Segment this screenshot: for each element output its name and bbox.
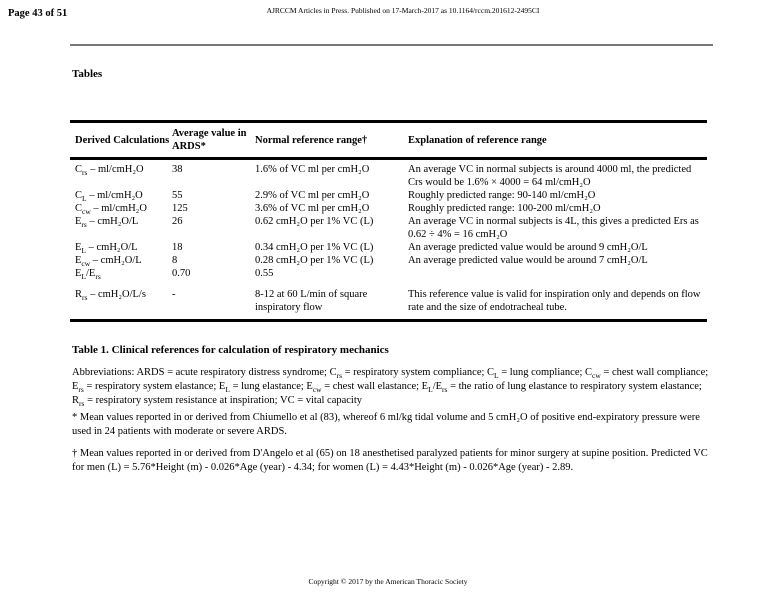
explanation-cell <box>408 267 707 280</box>
ards-value-cell: 125 <box>172 203 188 214</box>
table-caption: Table 1. Clinical references for calculation of respiratory mechanics <box>72 344 389 356</box>
ards-value-cell: 38 <box>172 164 183 175</box>
table-row <box>70 163 707 189</box>
reference-table <box>70 120 707 322</box>
row-label-cell: $C_{rs} - ml/cmH_2O$ <box>75 164 144 178</box>
ards-value-cell: 8 <box>172 255 178 266</box>
table-row <box>70 189 707 202</box>
reference-range-cell: 0.34 cmH₂O per 1% VC (L) <box>255 242 374 253</box>
ards-value-cell: 55 <box>172 190 183 201</box>
reference-range-cell: 0.55 <box>255 268 274 279</box>
reference-range-cell: 0.62 cmH₂O per 1% VC (L) <box>255 216 374 227</box>
row-label-cell: $C_{cw} - ml/cmH_2O$ <box>75 203 147 217</box>
table-row <box>70 288 707 314</box>
column-header-average-value-ards: Average value in ARDS* <box>172 128 247 152</box>
explanation-cell: This reference value is valid for inspiration only and depends on flow rate and the size of endotracheal tube. <box>408 289 701 313</box>
section-title: Tables <box>72 68 103 80</box>
footnote-dagger: † Mean values reported in or derived from D'Angelo et al (65) on 18 anesthetised paralyzed patients for minor surgery at supine position. Predicted VC for men (L) = 5.76*Height (m) - 0.026*Age (year) - 4.34; for women (L) = 4.43*Height (m) - 0.026*Age (year) - 2.89. <box>72 448 708 473</box>
row-label-cell: $E_L - cmH_2O/L$ <box>75 242 138 256</box>
ards-value-cell: - <box>172 289 176 300</box>
header-divider <box>70 44 713 46</box>
page-number: Page 43 of 51 <box>8 8 68 19</box>
reference-range-cell: 2.9% of VC ml per cmH₂O <box>255 190 370 201</box>
table-row <box>70 254 707 267</box>
ards-value-cell: 26 <box>172 216 183 227</box>
column-header-normal-reference-range: Normal reference range† <box>255 134 368 146</box>
explanation-cell: Roughly predicted range: 90-140 ml/cmH₂O <box>408 190 596 201</box>
ards-value-cell: 18 <box>172 242 183 253</box>
ards-value-cell: 0.70 <box>172 268 191 279</box>
row-label-cell: $E_{cw} - cmH_2O/L$ <box>75 255 142 269</box>
table-row <box>70 267 707 280</box>
journal-header: AJRCCM Articles in Press. Published on 17-March-2017 as 10.1164/rccm.201612-2495CI <box>266 6 540 15</box>
reference-range-cell: 1.6% of VC ml per cmH₂O <box>255 164 370 175</box>
abbreviations-paragraph: Abbreviations: ARDS = acute respiratory distress syndrome; $C_{rs}$ = respiratory system compliance; $C_L$ = lung compliance; $C_{cw}$ = chest wall compliance; $E_{rs}$ = respiratory system elastance; $E_L$ = lung elastance; $E_{cw}$ = chest wall elastance; $E_L/E_{rs}$ = the ratio of lung elastance to respiratory system elastance; $R_{rs}$ = respiratory system resistance at inspiration; VC = vital capacity <box>72 367 709 409</box>
reference-range-cell: 0.28 cmH₂O per 1% VC (L) <box>255 255 374 266</box>
explanation-cell: An average VC in normal subjects is 4L, this gives a predicted Ers as 0.62 ÷ 4% = 16 cmH₂O <box>408 216 699 240</box>
explanation-cell: An average predicted value would be around 7 cmH₂O/L <box>408 255 648 266</box>
footnote-star: * Mean values reported in or derived from Chiumello et al (83), whereof 6 ml/kg tidal volume and 5 cmH₂O of positive end-expiratory pressure were used in 24 patients with moderate or severe ARDS. <box>72 412 700 437</box>
table-header-row <box>70 123 707 157</box>
reference-range-cell: 8-12 at 60 L/min of square inspiratory flow <box>255 289 368 313</box>
table-row <box>70 215 707 241</box>
explanation-cell: Roughly predicted range: 100-200 ml/cmH₂O <box>408 203 601 214</box>
column-header-explanation: Explanation of reference range <box>408 134 547 146</box>
copyright-footer: Copyright © 2017 by the American Thoracic Society <box>308 577 468 586</box>
row-label-cell: $R_{rs} - cmH_2O/L/s$ <box>75 289 146 303</box>
table-body <box>70 160 707 319</box>
column-header-derived-calculations: Derived Calculations <box>75 134 170 146</box>
row-label-cell: $E_{rs} - cmH_2O/L$ <box>75 216 139 230</box>
explanation-cell: An average VC in normal subjects is around 4000 ml, the predicted Crs would be 1.6% × 4000 = 64 ml/cmH₂O <box>408 164 692 188</box>
reference-range-cell: 3.6% of VC ml per cmH₂O <box>255 203 370 214</box>
table-row <box>70 241 707 254</box>
row-label-cell: $E_L/E_{rs}$ <box>75 268 101 282</box>
explanation-cell: An average predicted value would be around 9 cmH₂O/L <box>408 242 648 253</box>
table-row <box>70 202 707 215</box>
row-label-cell: $C_L - ml/cmH_2O$ <box>75 190 143 204</box>
